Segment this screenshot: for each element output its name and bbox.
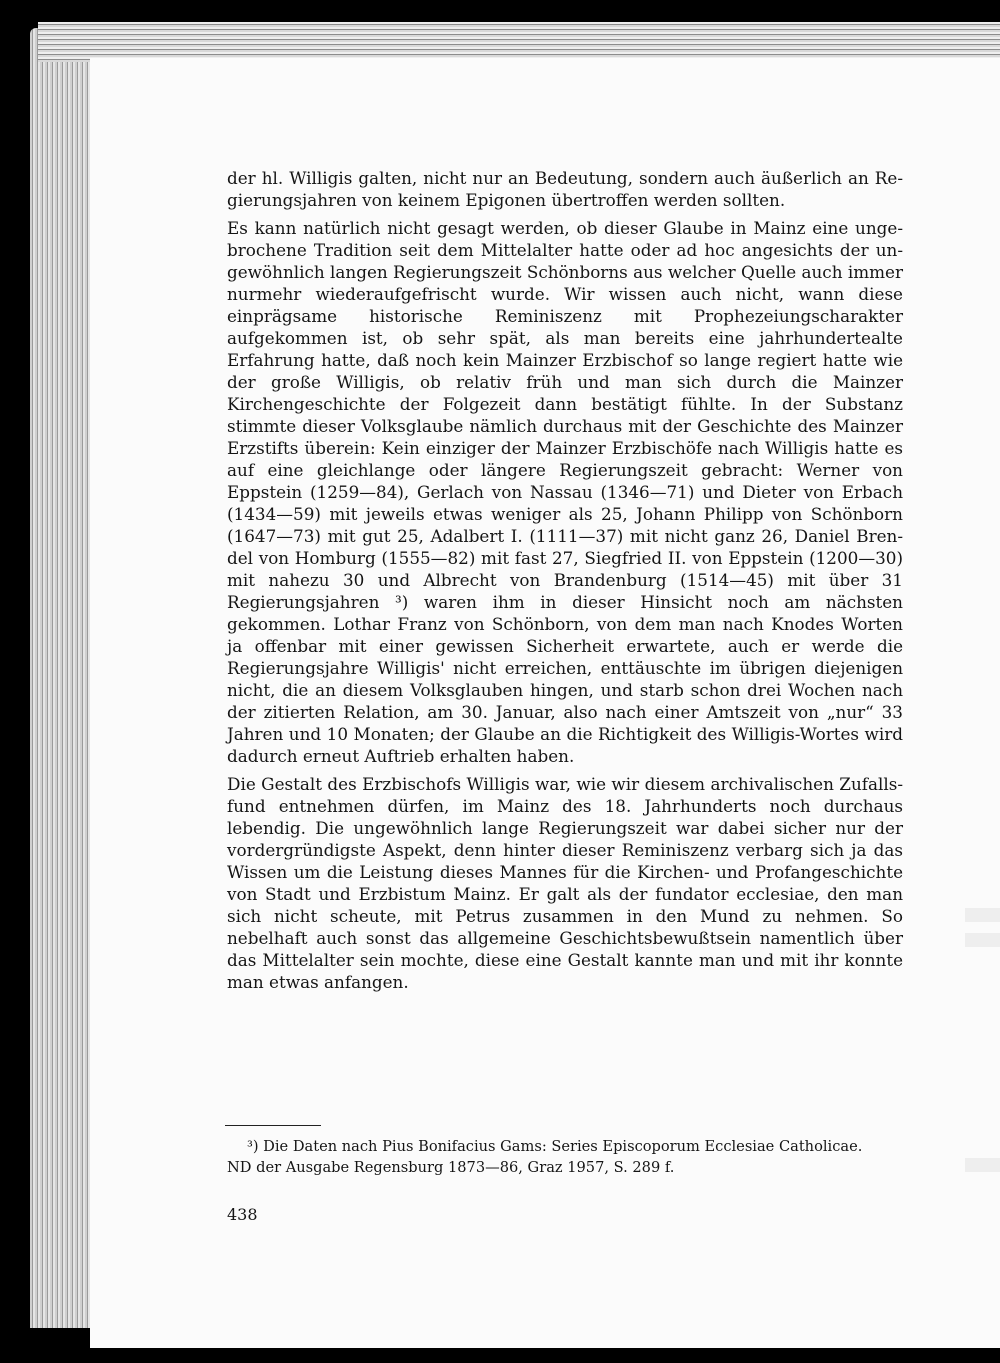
page-number: 438 (227, 1205, 258, 1224)
body-text (227, 167, 903, 999)
footnote-separator (225, 1125, 321, 1126)
footnote-line: ³) Die Daten nach Pius Bonifacius Gams: Series Episcoporum Ecclesiae Catholicae. (247, 1138, 863, 1155)
paragraph: Es kann natürlich nicht gesagt werden, ob dieser Glaube in Mainz eine ungebrochene Tradition seit dem Mittelalter hatte oder ad hoc angesichts der ungewöhnlich langen Regierungszeit Schönborns aus welcher Quelle auch immer nurmehr wiederaufgefrischt wurde. Wir wissen auch nicht, wann diese einprägsame historische Reminiszenz mit Prophezeiungscharakter aufgekommen ist, ob sehr spät, als man bereits eine jahrhundertealte Erfahrung hatte, daß noch kein Mainzer Erzbischof so lange regiert hatte wie der große Willigis, ob relativ früh und man sich durch die Mainzer Kirchengeschichte der Folgezeit dann bestätigt fühlte. In der Substanz stimmte dieser Volksglaube nämlich durchaus mit der Geschichte des Mainzer Erzstifts überein: Kein einziger der Mainzer Erzbischöfe nach Willigis hatte es auf eine gleichlange oder längere Regierungszeit gebracht: Werner von Eppstein (1259—84), Gerlach von Nassau (1346—71) und Dieter von Erbach (1434—59) mit jeweils etwas weniger als 25, Johann Philipp von Schönborn (1647—73) mit gut 25, Adalbert I. (1111—37) mit nicht ganz 26, Daniel Brendel von Homburg (1555—82) mit fast 27, Siegfried II. von Eppstein (1200—30) mit nahezu 30 und Albrecht von Brandenburg (1514—45) mit über 31 Regierungsjahren ³) waren ihm in dieser Hinsicht noch am nächsten gekommen. Lothar Franz von Schönborn, von dem man nach Knodes Worten ja offenbar mit einer gewissen Sicherheit erwartete, auch er werde die Regierungsjahre Willigis' nicht erreichen, enttäuschte im übrigen diejenigen nicht, die an diesem Volksglauben hingen, und starb schon drei Wochen nach der zitierten Relation, am 30. Januar, also nach einer Amtszeit von „nur“ 33 Jahren und 10 Monaten; der Glaube an die Richtigkeit des Willigis-Wortes wird dadurch erneut Auftrieb erhalten haben. (227, 218, 903, 766)
bleed-through-mark (965, 1158, 1000, 1172)
footnote-line: ND der Ausgabe Regensburg 1873—86, Graz 1957, S. 289 f. (227, 1159, 675, 1176)
paragraph: Die Gestalt des Erzbischofs Willigis war, wie wir diesem archivalischen Zufallsfund entnehmen dürfen, im Mainz des 18. Jahrhunderts noch durchaus lebendig. Die ungewöhnlich lange Regierungszeit war dabei sicher nur der vordergründigste Aspekt, denn hinter dieser Reminiszenz verbarg sich ja das Wissen um die Leistung dieses Mannes für die Kirchen- und Profangeschichte von Stadt und Erzbistum Mainz. Er galt als der fundator ecclesiae, den man sich nicht scheute, mit Petrus zusammen in den Mund zu nehmen. So nebelhaft auch sonst das allgemeine Geschichtsbewußtsein namentlich über das Mittelalter sein mochte, diese eine Gestalt kannte man und mit ihr konnte man etwas anfangen. (227, 774, 903, 992)
paragraph: der hl. Willigis galten, nicht nur an Bedeutung, sondern auch äußerlich an Regierungsjahren von keinem Epigonen übertroffen werden sollten. (227, 168, 903, 210)
footnote (227, 1136, 903, 1178)
bleed-through-mark (965, 933, 1000, 947)
bleed-through-mark (965, 908, 1000, 922)
book-top-edge (38, 22, 1000, 62)
